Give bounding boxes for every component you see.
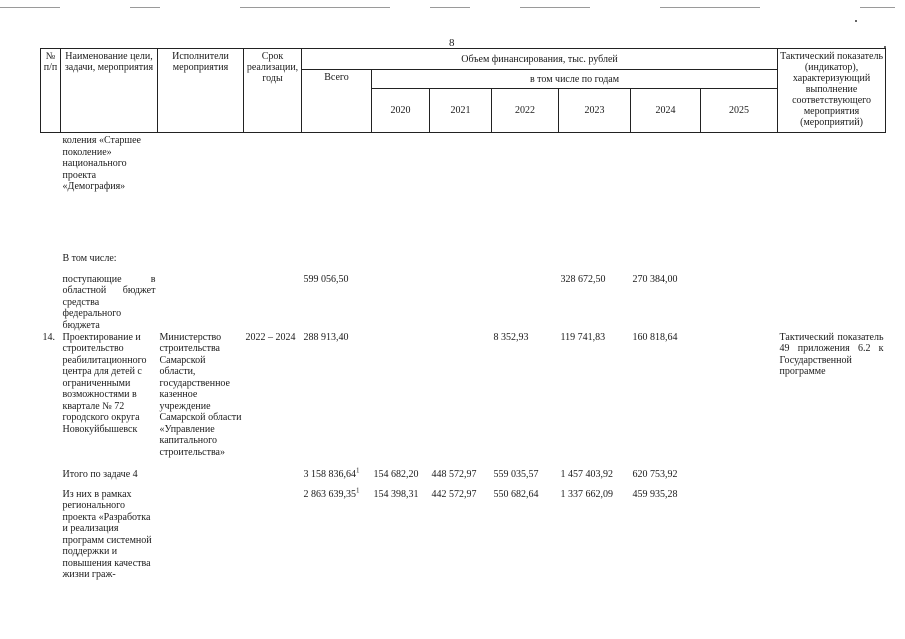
footnote-mark: 1 (356, 486, 360, 495)
cell-total (302, 486, 372, 589)
cell-2024: 620 753,92 (632, 468, 678, 480)
header-year-2021: 2021 (430, 89, 492, 133)
cell-2023: 119 741,83 (560, 331, 606, 343)
footnote-mark: 1 (356, 466, 360, 475)
header-name: Наименование цели, задачи, мероприятия (61, 49, 158, 133)
financing-table (40, 48, 886, 589)
row-name: коления «Старшее поколение» национального проекта «Демография» (62, 135, 141, 192)
cell-2020: 154 682,20 (373, 468, 419, 480)
scan-line (130, 7, 160, 8)
cell-total-value: 2 863 639,35 (303, 488, 356, 500)
header-year-2025: 2025 (701, 89, 778, 133)
header-indicator: Тактический показатель (индикатор), характеризующий выполнение соответствующего мероприятия (мероприятий) (778, 49, 886, 133)
table-row (41, 332, 886, 469)
cell-2023: 328 672,50 (560, 273, 606, 285)
cell-2022: 550 682,64 (493, 488, 539, 500)
row-name: В том числе: (62, 252, 117, 264)
table-row (41, 253, 886, 274)
cell-2024: 270 384,00 (632, 273, 678, 285)
header-including-by-years: в том числе по годам (372, 70, 778, 89)
cell-2022: 559 035,57 (493, 468, 539, 480)
row-name: поступающие в областной бюджет средства федерального бюджета (62, 273, 156, 331)
scan-line (0, 7, 60, 8)
header-executors: Исполнители мероприятия (158, 49, 244, 133)
cell-total: 599 056,50 (303, 273, 349, 285)
header-year-2024: 2024 (631, 89, 701, 133)
page-number: 8 (449, 37, 455, 49)
cell-total-value: 3 158 836,64 (303, 468, 356, 480)
table-row (41, 469, 886, 489)
cell-2020: 154 398,31 (373, 488, 419, 500)
row-executors: Министерство строительства Самарской области, государственное казенное учреждение Самарской области «Управление капитального строительства» (159, 331, 242, 458)
row-name: Итого по задаче 4 (62, 468, 138, 480)
row-name: Проектирование и строительство реабилитационного центра для детей с ограниченными возможностями в квартале № 72 городского округа Новокуйбышевск (62, 331, 147, 435)
cell-2021: 448 572,97 (431, 468, 477, 480)
row-indicator: Тактический показатель 49 приложения 6.2 к Государственной программе (779, 331, 884, 377)
scan-speck (855, 20, 857, 22)
row-term: 2022 – 2024 (245, 331, 296, 343)
cell-2024: 160 818,64 (632, 331, 678, 343)
scan-line (430, 7, 470, 8)
cell-2021: 442 572,97 (431, 488, 477, 500)
table-row (41, 274, 886, 332)
scan-line (240, 7, 390, 8)
header-number: № п/п (41, 49, 61, 133)
header-year-2020: 2020 (372, 89, 430, 133)
header-financing: Объем финансирования, тыс. рублей (302, 49, 778, 70)
scan-line (860, 7, 895, 8)
cell-total (302, 466, 372, 489)
cell-total: 288 913,40 (303, 331, 349, 343)
cell-2024: 459 935,28 (632, 488, 678, 500)
cell-2022: 8 352,93 (493, 331, 529, 343)
header-year-2023: 2023 (559, 89, 631, 133)
row-number: 14. (42, 331, 55, 343)
header-year-2022: 2022 (492, 89, 559, 133)
header-term: Срок реализации, годы (244, 49, 302, 133)
scan-line (660, 7, 760, 8)
table-row (41, 489, 886, 589)
cell-2023: 1 457 403,92 (560, 468, 613, 480)
scan-line (520, 7, 590, 8)
table-row (41, 133, 886, 253)
header-total: Всего (302, 70, 372, 133)
row-name: Из них в рамках регионального проекта «Разработка и реализация программ системной поддержки и повышения качества жизни граж- (62, 488, 152, 580)
cell-2023: 1 337 662,09 (560, 488, 613, 500)
